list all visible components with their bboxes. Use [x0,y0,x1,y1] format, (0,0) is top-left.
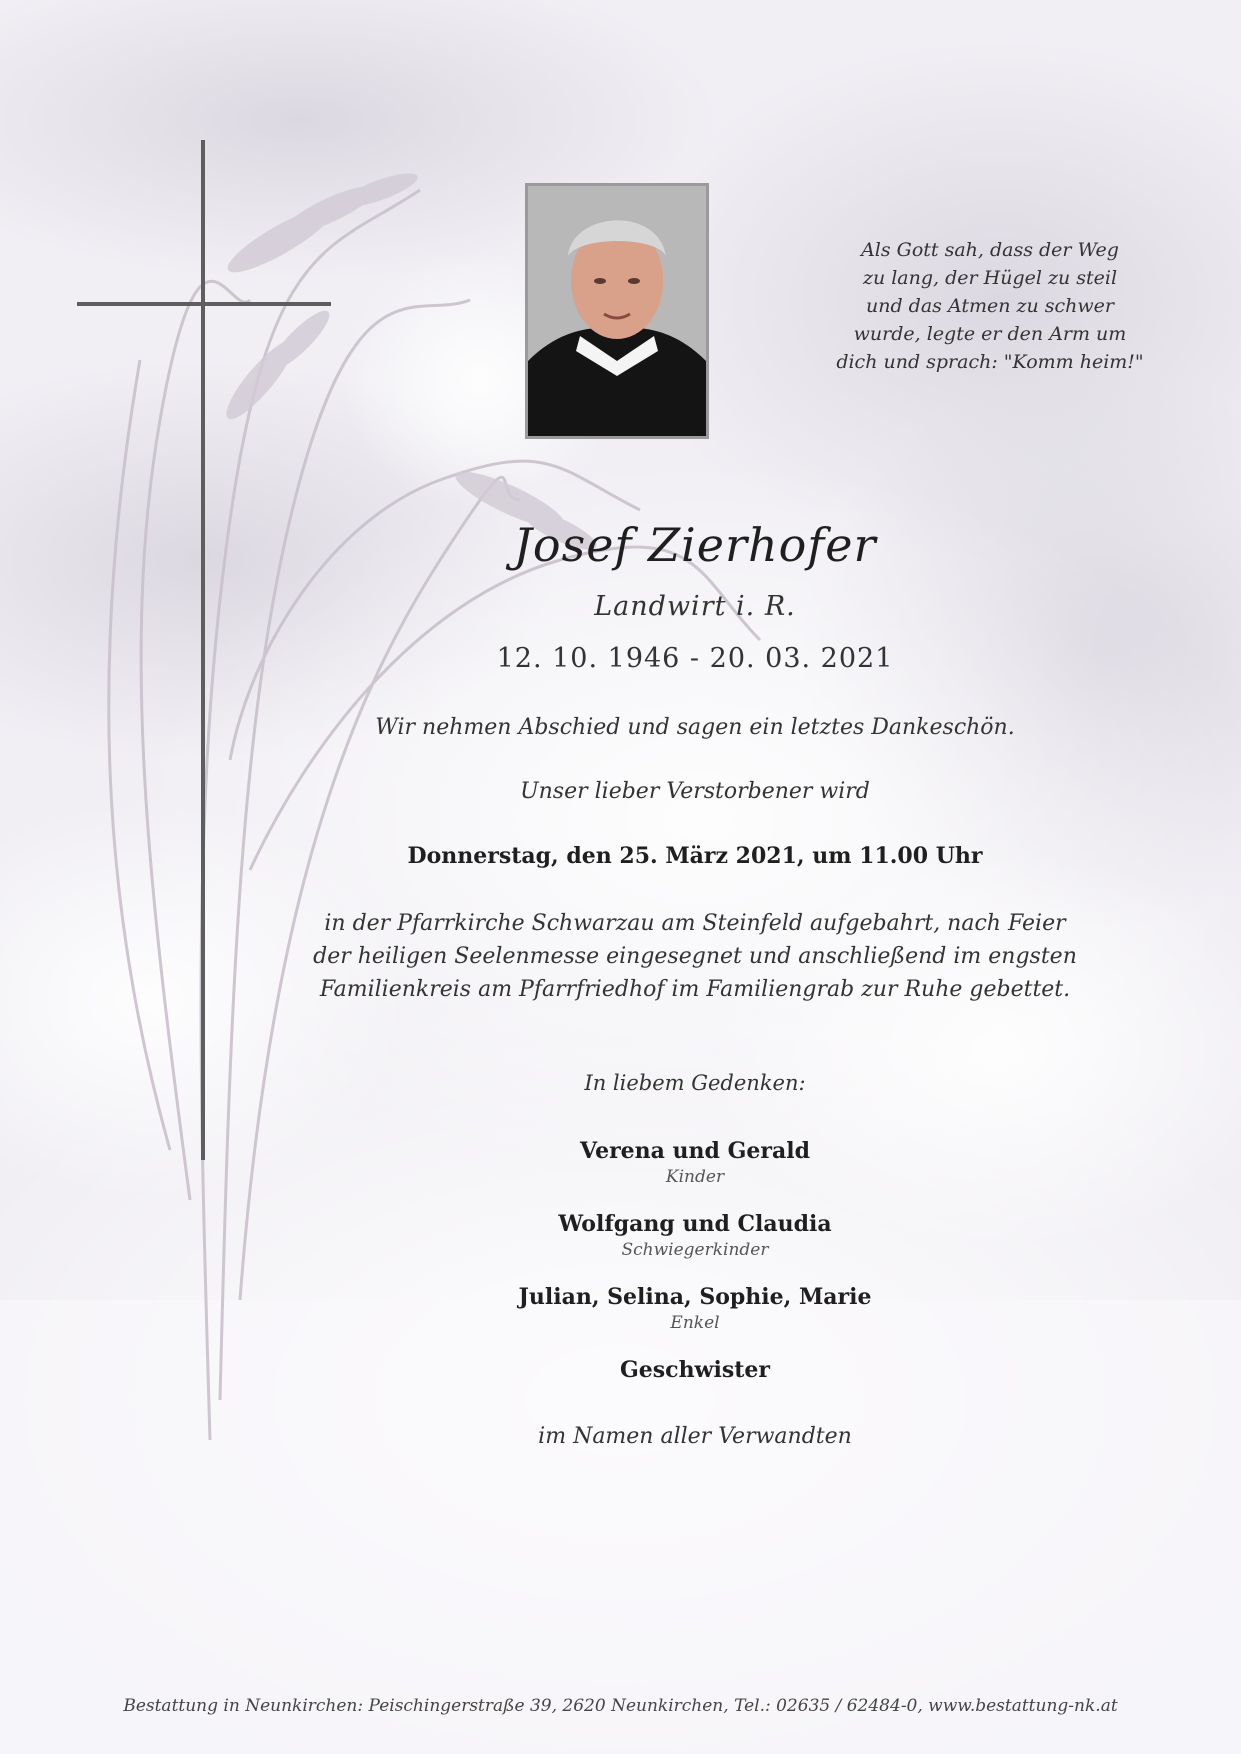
mourner-name: Wolfgang und Claudia [558,1211,832,1237]
mourner-relation: Schwiegerkinder [621,1240,769,1260]
mourner-name: Geschwister [620,1357,770,1383]
life-dates: 12. 10. 1946 - 20. 03. 2021 [496,643,894,674]
cross-icon-bar [77,302,331,306]
portrait-photo [525,183,709,439]
ceremony-line: der heiligen Seelenmesse eingesegnet und anschließend im engsten [313,944,1077,969]
deceased-occupation: Landwirt i. R. [594,591,796,622]
mourner-relation: Kinder [665,1167,725,1187]
mourner-name: Verena und Gerald [580,1138,810,1164]
quote-line: dich und sprach: "Komm heim!" [836,351,1144,373]
quote-line: und das Atmen zu schwer [865,295,1115,317]
behalf-text: im Namen aller Verwandten [538,1424,852,1449]
mourner-relation: Enkel [670,1313,720,1333]
deceased-name: Josef Zierhofer [513,518,877,572]
mourners-list [0,1136,1241,1385]
quote [830,236,1150,376]
memory-heading: In liebem Gedenken: [584,1071,806,1095]
ceremony-text [0,907,1241,1006]
quote-line: wurde, legte er den Arm um [853,323,1127,345]
footer-address: Bestattung in Neunkirchen: Peischingerstraße 39, 2620 Neunkirchen, Tel.: 02635 / 62484-0, www.bestattung-nk.at [123,1696,1118,1716]
quote-line: Als Gott sah, dass der Weg [861,239,1119,261]
ceremony-line: Familienkreis am Pfarrfriedhof im Familiengrab zur Ruhe gebettet. [319,977,1071,1002]
ceremony-line: in der Pfarrkirche Schwarzau am Steinfeld aufgebahrt, nach Feier [324,911,1066,936]
intro-text: Unser lieber Verstorbener wird [520,779,870,804]
ceremony-date: Donnerstag, den 25. März 2021, um 11.00 Uhr [407,843,983,869]
farewell-text: Wir nehmen Abschied und sagen ein letztes Dankeschön. [375,715,1015,740]
quote-line: zu lang, der Hügel zu steil [862,267,1118,289]
mourner-name: Julian, Selina, Sophie, Marie [518,1284,872,1310]
